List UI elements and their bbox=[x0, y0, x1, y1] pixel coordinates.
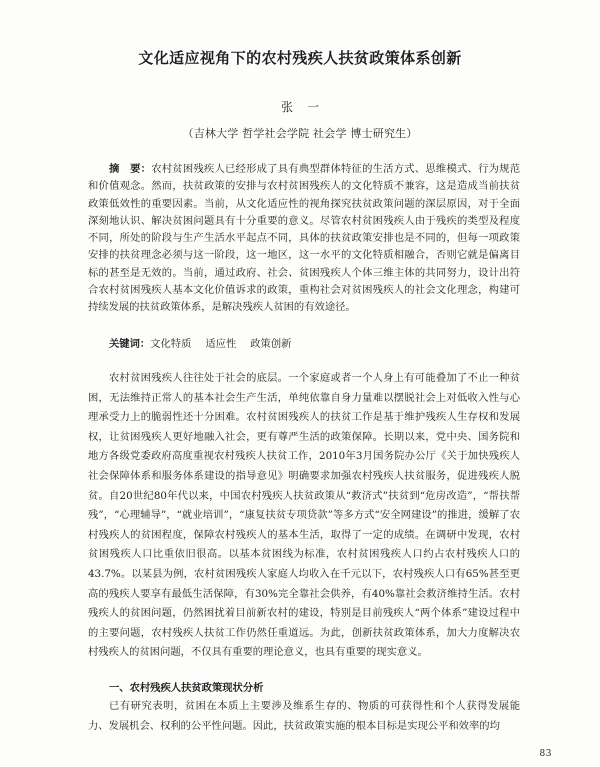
keyword-1: 文化特质 bbox=[150, 338, 192, 350]
keyword-2: 适应性 bbox=[205, 338, 237, 350]
keywords-label: 关键词： bbox=[109, 338, 151, 350]
page-number: 83 bbox=[539, 749, 552, 759]
author-name: 张一 bbox=[280, 100, 333, 114]
author-affiliation: （吉林大学 哲学社会学院 社会学 博士研究生） bbox=[182, 127, 418, 140]
abstract-text: 农村贫困残疾人已经形成了具有典型群体特征的生活方式、思维模式、行为规范和价值观念。然而，扶贫政策的安排与农村贫困残疾人的文化特质不兼容，这是造成当前扶贫政策低效性的重要因素。当前，从文化适应性的视角探究扶贫政策问题的深层原因，对于全面深刻地认识、解决贫困问题具有十分重要的意义。尽管农村贫困残疾人由于残疾的类型及程度不同，所处的阶段与生产生活水平起点不同，具体的扶贫政策安排也是不同的，但每一项政策安排的扶贫理念必须与这一阶段，这一地区，这一水平的文化特质相融合，否则它就是偏离目标的甚至是无效的。当前，通过政府、社会、贫困残疾人个体三维主体的共同努力，设计出符合农村贫困残疾人基本文化价值诉求的政策，重构社会对贫困残疾人的社会文化理念，构建可持续发展的扶贫政策体系，是解决残疾人贫困的有效途径。 bbox=[88, 163, 521, 314]
keywords bbox=[109, 335, 529, 350]
body-paragraph-1: 农村贫困残疾人往往处于社会的底层。一个家庭或者一个人身上有可能叠加了不止一种贫困，无法维持正常人的基本社会生产生活，单纯依靠自身力量难以摆脱社会上对低收入性与心理承受力上的脆弱性还十分困难。农村贫困残疾人的扶贫工作是基于维护残疾人生存权和发展权，让贫困残疾人更好地融入社会，更有尊严生活的政策保障。长期以来，党中央、国务院和地方各级党委政府高度重视农村残疾人扶贫工作，2010年3月国务院办公厅《关于加快残疾人社会保障体系和服务体系建设的指导意见》明确要求加强农村残疾人扶贫服务，促进残疾人脱贫。自20世纪80年代以来，中国农村残疾人扶贫政策从“救济式”扶贫到“危房改造”，“帮扶帮残”，“心理辅导”，“就业培训”，“康复扶贫专项贷款”等多方式“安全网建设”的推进，缓解了农村残疾人的贫困程度，保障农村残疾人的基本生活，取得了一定的成绩。在调研中发现，农村贫困残疾人口比重依旧很高。以基本贫困线为标准，农村贫困残疾人口约占农村残疾人口的43.7%。以某县为例，农村贫困残疾人家庭人均收入在千元以下，农村残疾人口有65%甚至更高的残疾人要享有最低生活保障，有30%完全靠社会供养，有40%靠社会救济维持生活。农村残疾人的贫困问题，仍然困扰着目前新农村的建设，特别是目前残疾人“两个体系”建设过程中的主要问题，农村残疾人扶贫工作仍然任重道远。为此，创新扶贫政策体系，加大力度解决农村残疾人的贫困问题，不仅具有重要的理论意义，也具有重要的现实意义。 bbox=[88, 372, 520, 659]
article-title: 文化适应视角下的农村残疾人扶贫政策体系创新 bbox=[138, 49, 462, 67]
body-paragraph-2: 已有研究表明，贫困在本质上主要涉及维系生存的、物质的可获得性和个人获得发展能力、发展机会、权利的公平性问题。因此，扶贫政策实施的根本目标是实现公平和效率的均 bbox=[88, 700, 520, 732]
section-heading: 一、农村残疾人扶贫政策现状分析 bbox=[109, 682, 264, 694]
keyword-3: 政策创新 bbox=[250, 338, 292, 350]
abstract bbox=[88, 161, 520, 317]
abstract-label: 摘 要： bbox=[109, 163, 152, 175]
